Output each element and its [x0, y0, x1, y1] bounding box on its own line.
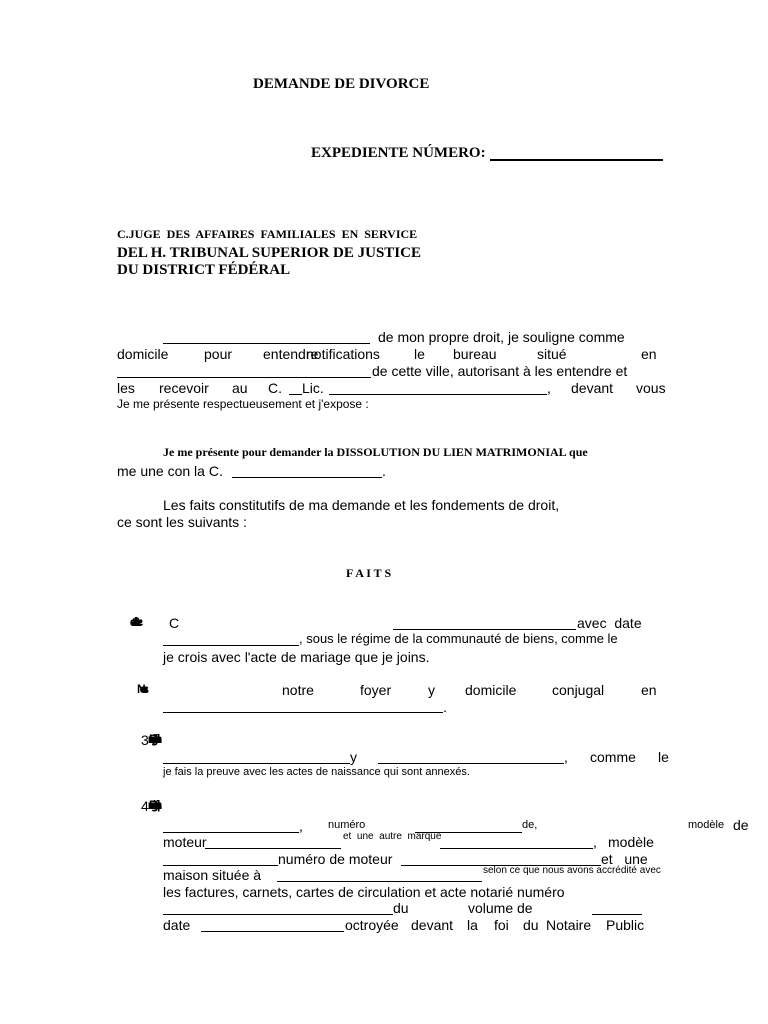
- intro-line-3: de cette ville, autorisant à les entendre et: [372, 363, 628, 379]
- lawyer-name-blank[interactable]: [329, 394, 547, 395]
- fact-4-date: date: [163, 917, 191, 933]
- fact-2-word: domicile: [465, 682, 517, 698]
- fact-2-word: en: [641, 682, 657, 698]
- fact-3-le: le: [658, 749, 669, 765]
- intro-line-1: de mon propre droit, je souligne comme: [378, 329, 625, 345]
- fact-1-spouse-blank[interactable]: [393, 629, 576, 630]
- fact-1-date-blank[interactable]: [163, 645, 299, 646]
- fact-3-overlapped-text: Pendant notre mariage, nous avons procréé: [149, 732, 154, 746]
- fact-4-word: Public: [606, 917, 645, 933]
- fact-1-avec-date: avec date: [577, 615, 642, 631]
- fact-3-child-1-blank[interactable]: [163, 763, 350, 764]
- fact-4-another-brand: et une autre marque: [343, 831, 442, 842]
- fact-4-volume-blank[interactable]: [592, 914, 642, 915]
- fact-2-overlapped-text: Nous: [137, 682, 143, 696]
- fact-4-word: foi: [494, 917, 509, 933]
- fact-4-word: Notaire: [546, 917, 592, 933]
- office-address-blank[interactable]: [117, 377, 371, 378]
- intro-word: vous: [636, 380, 666, 396]
- fact-4-brand-blank[interactable]: [440, 848, 593, 849]
- fact-4-selon: selon ce que nous avons accrédité avec: [483, 865, 661, 876]
- name-blank[interactable]: [163, 343, 370, 344]
- fact-3-child-2-blank[interactable]: [378, 763, 564, 764]
- fact-2-word: y: [428, 682, 435, 698]
- intro-word: ,: [547, 380, 551, 396]
- fact-2-word: foyer: [360, 682, 392, 698]
- intro-word: bureau: [453, 346, 497, 362]
- fact-4-comma: ,: [299, 818, 303, 834]
- intro-word: au: [232, 380, 248, 396]
- fact-3-number: 3: [141, 732, 149, 748]
- intro-word: pour: [204, 346, 233, 362]
- intro-word: le: [414, 346, 425, 362]
- fact-2-dot: .: [443, 699, 447, 715]
- fact-4-modele-small: modèle: [688, 819, 725, 831]
- expediente-number-blank[interactable]: [490, 159, 663, 161]
- spouse-label: me une con la C.: [117, 463, 223, 479]
- fact-3-y: y: [350, 749, 357, 765]
- fact-4-deed-number-blank[interactable]: [163, 914, 393, 915]
- fact-4-deed-date-blank[interactable]: [201, 931, 344, 932]
- addressee-line-3: DU DISTRICT FÉDÉRAL: [117, 262, 291, 278]
- fact-4-comma-2: ,: [593, 834, 597, 850]
- intro-word: devant: [571, 380, 614, 396]
- fact-4-modele: modèle: [608, 834, 654, 850]
- addressee-line-2: DEL H. TRIBUNAL SUPERIOR DE JUSTICE: [117, 245, 421, 261]
- intro-word: recevoir: [159, 380, 209, 396]
- addressee-line-1: C.JUGE DES AFFAIRES FAMILIALES EN SERVICE: [117, 227, 418, 241]
- fact-4-word: devant: [411, 917, 454, 933]
- document-title: DEMANDE DE DIVORCE: [253, 76, 430, 92]
- fact-1-regime: , sous le régime de la communauté de biens, comme le: [299, 631, 618, 646]
- fact-3-comma: ,: [564, 749, 568, 765]
- fact-4-numero-moteur: numéro de moteur: [278, 851, 393, 867]
- fact-4-word: du: [523, 917, 539, 933]
- facts-intro-1: Les faits constitutifs de ma demande et les fondements de droit,: [163, 497, 560, 513]
- fact-4-et-une: et une: [601, 851, 648, 867]
- fact-4-model-blank[interactable]: [163, 865, 278, 866]
- fact-4-de: de,: [522, 819, 538, 831]
- fact-2-word: notre: [282, 682, 314, 698]
- intro-word: situé: [537, 346, 567, 362]
- dissolution-request: Je me présente pour demander la DISSOLUTION DU LIEN MATRIMONIAL que: [163, 445, 588, 459]
- faits-heading: F A I T S: [346, 566, 392, 580]
- fact-3-comme: comme: [590, 749, 636, 765]
- fact-4-word: octroyée: [345, 917, 399, 933]
- fact-4-word: la: [467, 917, 478, 933]
- fact-4-vehicle-blank[interactable]: [163, 832, 299, 833]
- intro-line-5: Je me présente respectueusement et j'expose :: [117, 397, 369, 411]
- intro-word: les: [117, 380, 135, 396]
- fact-4-moteur: moteur: [163, 834, 207, 850]
- intro-word: en: [641, 346, 657, 362]
- fact-4-number: 4: [141, 798, 149, 814]
- fact-4-maison: maison située à: [163, 867, 262, 883]
- fact-4-numero: numéro: [328, 819, 366, 831]
- fact-4-overlapped-text: Pendant notre mariage, nous avons acquis: [149, 798, 154, 812]
- intro-underline: [289, 394, 302, 395]
- fact-4-factures: les factures, carnets, cartes de circulation et acte notarié numéro: [163, 884, 565, 900]
- fact-4-house-address-blank[interactable]: [277, 881, 482, 882]
- spouse-dot: .: [382, 463, 386, 479]
- intro-word: Lic.: [302, 380, 324, 396]
- fact-1-c: C: [169, 615, 180, 631]
- facts-intro-2: ce sont les suivants :: [117, 514, 247, 530]
- intro-word: notifications: [306, 346, 380, 362]
- expediente-label: EXPEDIENTE NÚMERO:: [311, 145, 486, 161]
- fact-4-volume: volume de: [468, 900, 533, 916]
- fact-2-word: conjugal: [552, 682, 605, 698]
- fact-3-proof: je fais la preuve avec les actes de naissance qui sont annexés.: [163, 766, 470, 778]
- fact-4-de-large: de: [733, 817, 749, 833]
- intro-word: domicile: [117, 346, 169, 362]
- spouse-name-blank[interactable]: [232, 477, 382, 478]
- fact-4-engine-blank[interactable]: [205, 848, 341, 849]
- intro-word: entendre: [263, 346, 319, 362]
- fact-1-marriage-act: je crois avec l'acte de mariage que je joins.: [163, 649, 430, 665]
- fact-2-address-blank[interactable]: [163, 712, 443, 713]
- fact-4-du: du: [393, 900, 409, 916]
- intro-word: C.: [268, 380, 282, 396]
